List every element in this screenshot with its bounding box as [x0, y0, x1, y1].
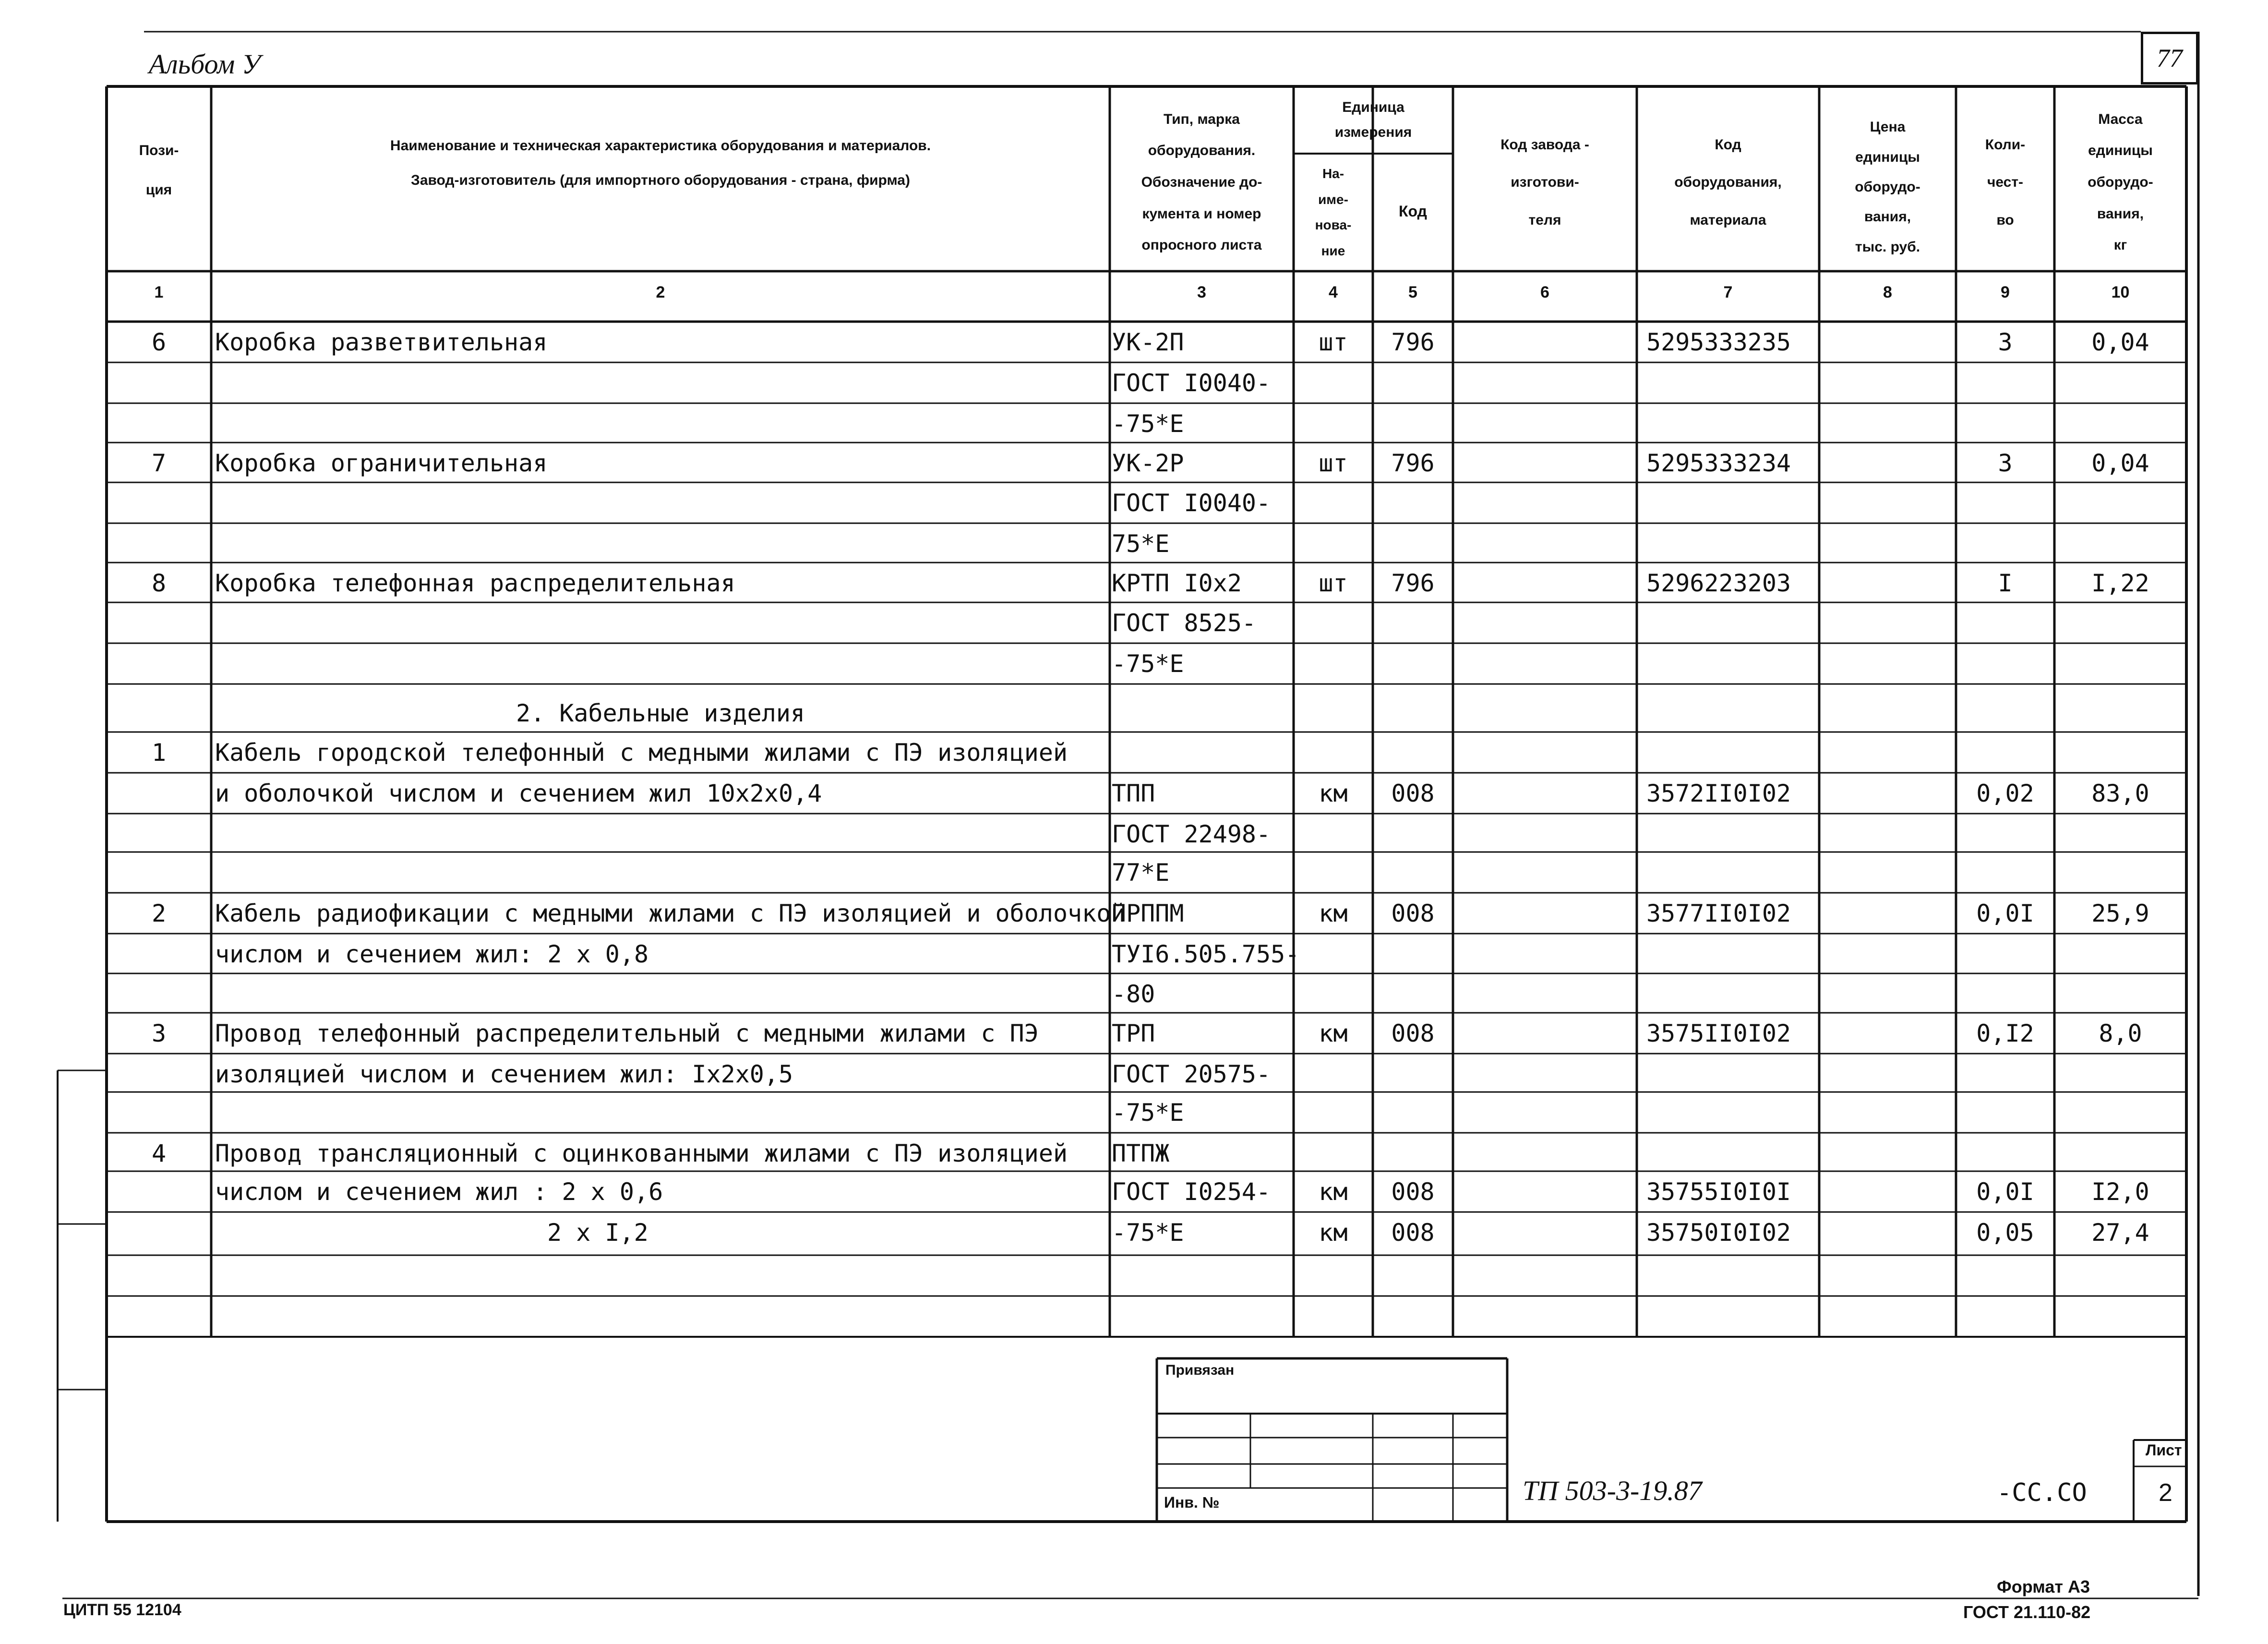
row-unit-code: 008	[1391, 900, 1435, 927]
row-name: числом и сечением жил : 2 х 0,6	[215, 1178, 663, 1206]
row-equipment-code: 5295333234	[1646, 449, 1791, 477]
row-unit-code: 008	[1391, 1020, 1435, 1047]
column-number: 10	[2111, 283, 2130, 301]
doc-suffix: -СС.СО	[1997, 1478, 2087, 1507]
row-mass: I,22	[2091, 569, 2149, 597]
header-name-line: Завод-изготовитель (для импортного оборудования - страна, фирма)	[411, 172, 910, 188]
header-mass-line: Масса	[2098, 111, 2143, 127]
row-unit-code: 796	[1391, 449, 1435, 477]
row-quantity: 0,0I	[1976, 900, 2034, 927]
row-name: числом и сечением жил: 2 х 0,8	[215, 940, 649, 968]
row-unit: км	[1319, 1219, 1348, 1247]
header-type	[1110, 96, 1294, 269]
row-quantity: 0,02	[1976, 780, 2034, 807]
row-name: Кабель радиофикации с медными жилами с ПЭ изоляцией и оболочкой	[215, 900, 1126, 927]
column-number: 5	[1408, 283, 1417, 301]
header-mass-line: оборудо-	[2088, 174, 2153, 190]
row-name: Коробка разветвительная	[215, 328, 548, 356]
header-type-line: Обозначение до-	[1141, 174, 1262, 190]
row-type: ПТПЖ	[1112, 1140, 1170, 1167]
row-type: ТУI6.505.755-	[1112, 940, 1300, 968]
header-price	[1819, 106, 1956, 269]
header-unit-code	[1373, 173, 1453, 250]
header-type-line: опросного листа	[1141, 237, 1262, 253]
row-mass: 0,04	[2091, 328, 2149, 356]
row-name: 2 х I,2	[547, 1219, 648, 1247]
column-number: 4	[1329, 283, 1338, 301]
row-name: и оболочкой числом и сечением жил 10х2х0,4	[215, 780, 822, 807]
sheet-number: 2	[2159, 1479, 2172, 1507]
row-unit-code: 796	[1391, 328, 1435, 356]
row-mass: 0,04	[2091, 449, 2149, 477]
header-quantity-line: чест-	[1987, 174, 2024, 190]
row-mass: 8,0	[2099, 1020, 2142, 1047]
header-equipment-code-line: материала	[1690, 212, 1766, 228]
row-equipment-code: 3572II0I02	[1646, 780, 1791, 807]
row-name: Коробка телефонная распределительная	[215, 569, 735, 597]
row-mass: I2,0	[2091, 1178, 2149, 1206]
column-number: 8	[1883, 283, 1892, 301]
row-unit-code: 796	[1391, 569, 1435, 597]
row-mass: 83,0	[2091, 780, 2149, 807]
header-quantity-line: во	[1996, 212, 2014, 228]
row-quantity: 3	[1998, 449, 2013, 477]
row-unit: км	[1319, 780, 1348, 807]
header-position-line: Пози-	[139, 143, 179, 159]
row-type: -75*Е	[1112, 410, 1184, 438]
row-equipment-code: 3577II0I02	[1646, 900, 1791, 927]
row-position: 7	[151, 449, 167, 477]
header-quantity	[1956, 115, 2054, 250]
row-type: ТРП	[1112, 1020, 1155, 1047]
header-position	[107, 120, 211, 221]
row-type: ПРППМ	[1112, 900, 1184, 927]
row-unit: шт	[1319, 328, 1348, 356]
row-mass: 27,4	[2091, 1219, 2149, 1247]
header-factory-code-line: изготови-	[1511, 174, 1579, 190]
header-unit-name-line: име-	[1318, 192, 1348, 207]
row-type: ТПП	[1112, 780, 1155, 807]
row-type: КРТП I0х2	[1112, 569, 1242, 597]
row-unit: шт	[1319, 449, 1348, 477]
header-price-line: оборудо-	[1855, 179, 1920, 195]
header-mass-line: вания,	[2097, 205, 2144, 222]
row-position: 1	[151, 739, 167, 767]
column-number: 7	[1723, 283, 1733, 301]
row-type: ГОСТ I0040-	[1112, 489, 1271, 517]
header-type-line: оборудования.	[1148, 143, 1256, 159]
album-label: Альбом У	[149, 48, 261, 80]
footer-left-code: ЦИТП 55 12104	[63, 1601, 181, 1619]
row-quantity: 0,I2	[1976, 1020, 2034, 1047]
header-factory-code	[1453, 115, 1637, 250]
header-unit-group-line: Единица	[1342, 99, 1404, 116]
header-mass-line: кг	[2113, 237, 2127, 253]
row-equipment-code: 35750I0I02	[1646, 1219, 1791, 1247]
row-type: УК-2Р	[1112, 449, 1184, 477]
row-quantity: I	[1998, 569, 2013, 597]
row-quantity: 0,0I	[1976, 1178, 2034, 1206]
header-unit-group	[1294, 91, 1453, 149]
header-price-line: тыс. руб.	[1855, 239, 1920, 255]
header-position-line: ция	[145, 181, 172, 198]
row-position: 2	[151, 900, 167, 927]
row-type: ГОСТ I0040-	[1112, 369, 1271, 397]
header-mass-line: единицы	[2088, 143, 2153, 159]
header-unit-name-line: ние	[1321, 243, 1345, 258]
row-position: 6	[151, 328, 167, 356]
header-mass	[2054, 96, 2186, 269]
row-unit: км	[1319, 1020, 1348, 1047]
row-position: 8	[151, 569, 167, 597]
row-name: Кабель городской телефонный с медными жилами с ПЭ изоляцией	[215, 739, 1068, 767]
column-number: 1	[154, 283, 164, 301]
row-name: Провод трансляционный с оцинкованными жилами с ПЭ изоляцией	[215, 1140, 1068, 1167]
row-type: -80	[1112, 980, 1155, 1008]
row-unit: км	[1319, 1178, 1348, 1206]
row-type: 77*Е	[1112, 859, 1170, 887]
format-label: Формат А3	[1997, 1577, 2090, 1596]
row-name: Коробка ограничительная	[215, 449, 548, 477]
header-unit-name	[1294, 156, 1373, 269]
header-name-line: Наименование и техническая характеристика оборудования и материалов.	[390, 138, 931, 154]
inv-label: Инв. №	[1164, 1494, 1220, 1511]
header-unit-code-line: Код	[1399, 202, 1427, 220]
linked-label: Привязан	[1165, 1362, 1235, 1378]
row-type: ГОСТ 22498-	[1112, 820, 1271, 848]
row-type: ГОСТ 8525-	[1112, 609, 1257, 637]
row-unit: шт	[1319, 569, 1348, 597]
section-title: 2. Кабельные изделия	[516, 699, 805, 727]
row-type: -75*Е	[1112, 1219, 1184, 1247]
column-number: 2	[656, 283, 665, 301]
row-equipment-code: 3575II0I02	[1646, 1020, 1791, 1047]
header-unit-group-line: измерения	[1334, 124, 1412, 140]
header-equipment-code	[1637, 115, 1819, 250]
row-equipment-code: 35755I0I0I	[1646, 1178, 1791, 1206]
row-mass: 25,9	[2091, 900, 2149, 927]
row-name: изоляцией числом и сечением жил: Iх2х0,5	[215, 1060, 793, 1088]
row-type: УК-2П	[1112, 328, 1184, 356]
row-unit-code: 008	[1391, 780, 1435, 807]
row-position: 4	[151, 1140, 167, 1167]
header-type-line: Тип, марка	[1164, 111, 1240, 127]
row-equipment-code: 5295333235	[1646, 328, 1791, 356]
header-unit-name-line: нова-	[1315, 217, 1352, 233]
doc-code: ТП 503-3-19.87	[1523, 1475, 1702, 1506]
row-unit: км	[1319, 900, 1348, 927]
row-type: -75*Е	[1112, 650, 1184, 678]
column-number: 6	[1540, 283, 1549, 301]
sheet-label: Лист	[2146, 1441, 2182, 1459]
header-quantity-line: Коли-	[1985, 136, 2026, 153]
row-type: ГОСТ 20575-	[1112, 1060, 1271, 1088]
header-type-line: кумента и номер	[1142, 205, 1261, 222]
row-position: 3	[151, 1020, 167, 1047]
page-number: 77	[2157, 44, 2183, 72]
header-price-line: Цена	[1870, 119, 1906, 135]
gost-label: ГОСТ 21.110-82	[1963, 1602, 2091, 1622]
header-factory-code-line: теля	[1528, 212, 1561, 228]
header-factory-code-line: Код завода -	[1500, 136, 1589, 153]
row-type: ГОСТ I0254-	[1112, 1178, 1271, 1206]
row-equipment-code: 5296223203	[1646, 569, 1791, 597]
column-number: 3	[1197, 283, 1206, 301]
row-unit-code: 008	[1391, 1219, 1435, 1247]
header-name	[211, 120, 1110, 206]
row-quantity: 3	[1998, 328, 2013, 356]
header-price-line: вания,	[1864, 209, 1911, 225]
header-unit-name-line: На-	[1322, 166, 1344, 181]
row-name: Провод телефонный распределительный с медными жилами с ПЭ	[215, 1020, 1039, 1047]
row-type: 75*Е	[1112, 530, 1170, 558]
header-equipment-code-line: Код	[1715, 136, 1741, 153]
row-type: -75*Е	[1112, 1099, 1184, 1127]
header-equipment-code-line: оборудования,	[1674, 174, 1782, 190]
header-price-line: единицы	[1855, 149, 1920, 165]
row-quantity: 0,05	[1976, 1219, 2034, 1247]
row-unit-code: 008	[1391, 1178, 1435, 1206]
column-number: 9	[2001, 283, 2010, 301]
